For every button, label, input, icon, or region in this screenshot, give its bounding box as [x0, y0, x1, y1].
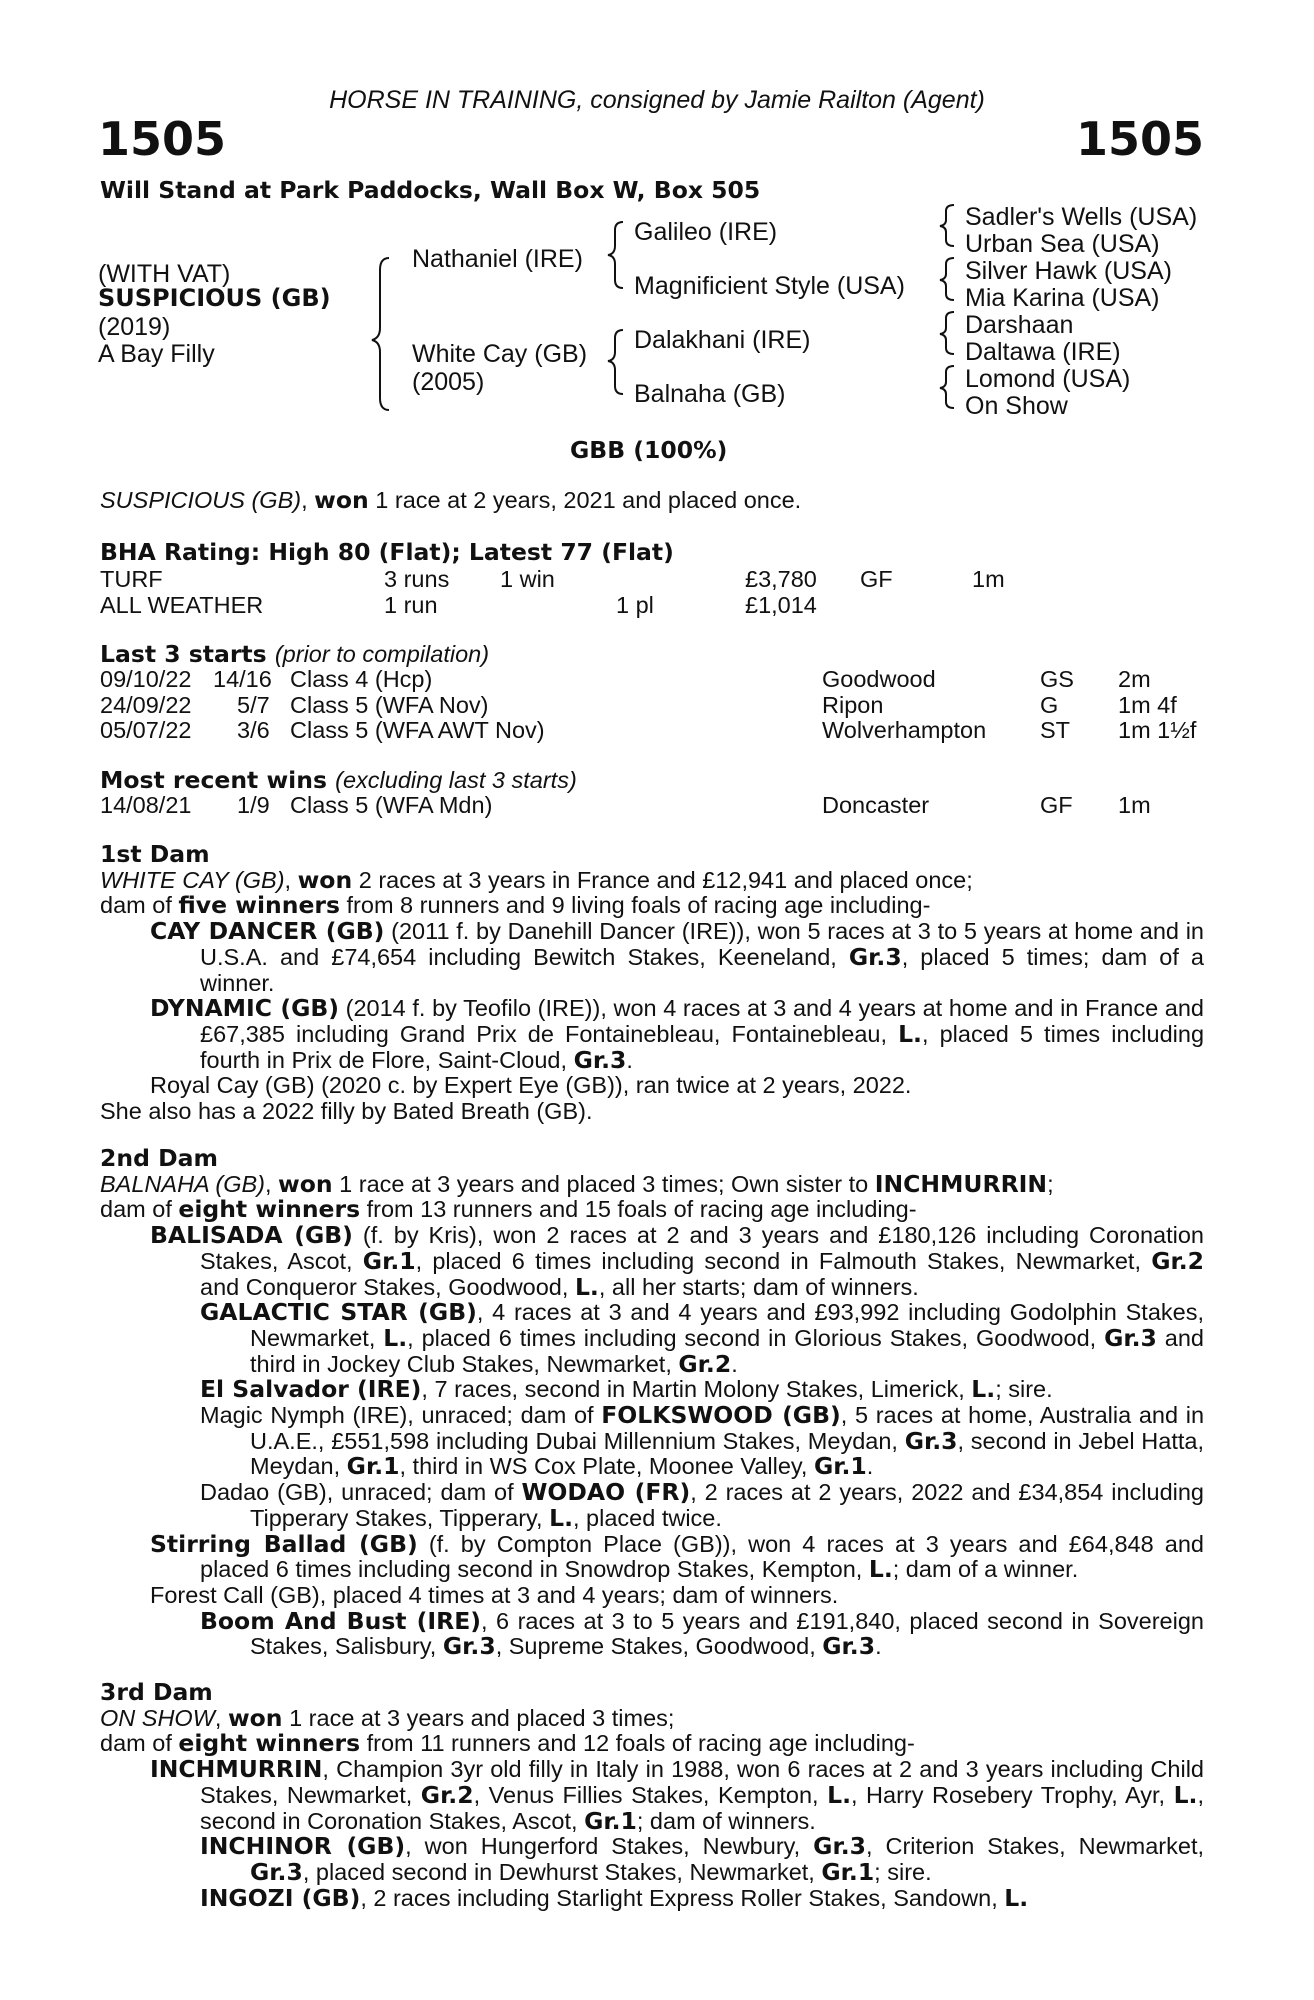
first-dam-section [100, 842, 1204, 1125]
horse-name: SUSPICIOUS (GB) [98, 284, 331, 312]
mag-t5: . [866, 1453, 874, 1480]
mag-g1: Gr.3 [904, 1426, 958, 1455]
boo-t1: , 6 races at 3 to 5 years and £191,840, placed second in Sovereign Stakes, Salisbury, [250, 1607, 1204, 1660]
win-position: 1/9 [237, 792, 270, 818]
progeny-el-salvador [100, 1377, 1204, 1403]
bha-turf-row [100, 566, 1204, 592]
galactic-star-name: GALACTIC STAR (GB) [200, 1298, 477, 1327]
second-dam-name: BALNAHA (GB) [100, 1170, 265, 1197]
cay-dancer-grade: Gr.3 [848, 942, 902, 971]
bha-turf-going: GF [860, 566, 893, 592]
first-dam-line1: WHITE CAY (GB), won 2 races at 3 years in France and £12,941 and placed once; [100, 865, 973, 894]
start-position: 3/6 [237, 717, 270, 744]
first-dam-name: WHITE CAY (GB) [100, 866, 285, 893]
inr-g2: Gr.3 [250, 1857, 303, 1886]
galactic-g2: Gr.3 [1104, 1323, 1157, 1352]
progeny-balisada [100, 1223, 1204, 1300]
bha-section [100, 538, 1204, 617]
first-dam-title: 1st Dam [100, 840, 210, 868]
progeny-inchinor [100, 1834, 1204, 1885]
third-dam-l1-rest: 1 race at 3 years and placed 3 times; [282, 1704, 675, 1731]
dam-dam-sire: Lomond (USA) [965, 365, 1131, 393]
gbb-rating: GBB (100%) [570, 436, 728, 464]
start-date: 09/10/22 [100, 666, 192, 692]
third-dam-l2-rest: from 11 runners and 12 foals of racing age including- [360, 1730, 915, 1757]
inc-g1: Gr.2 [420, 1780, 474, 1809]
third-dam-section [100, 1680, 1204, 1911]
start-position: 5/7 [237, 691, 270, 718]
boo-g1: Gr.3 [442, 1632, 496, 1661]
inc-t3: , Harry Rosebery Trophy, Ayr, [851, 1781, 1174, 1808]
start-class: Class 5 (WFA AWT Nov) [290, 717, 545, 744]
start-class: Class 5 (WFA Nov) [290, 691, 489, 718]
dam-dam: Balnaha (GB) [634, 380, 786, 408]
last3-row [100, 692, 1204, 718]
inchinor-name: INCHINOR (GB) [200, 1832, 406, 1861]
first-dam-also: She also has a 2022 filly by Bated Breath (GB). [100, 1098, 593, 1125]
balisada-t1: (f. by Kris), won 2 races at 2 and 3 years and £180,126 including Coronation Stakes, Ascot, [200, 1222, 1204, 1274]
start-position: 14/16 [213, 666, 272, 692]
dam-dam-dam: On Show [965, 392, 1068, 420]
first-dam-line2 [100, 893, 1204, 919]
lot-number-left: 1505 [98, 112, 227, 166]
summary-line [100, 486, 801, 514]
sire-dam-dam: Mia Karina (USA) [965, 284, 1160, 312]
start-distance: 1m 1½f [1118, 717, 1197, 744]
dam-year: (2005) [412, 368, 485, 396]
second-dam-l2-rest: from 13 runners and 15 foals of racing age including- [360, 1196, 917, 1223]
second-dam-l2a: dam of [100, 1196, 179, 1223]
second-dam-section [100, 1146, 1204, 1660]
start-going: G [1040, 691, 1059, 718]
cay-dancer-t1: (2011 f. by Danehill Dancer (IRE)), won 5 races at 3 to 5 years at home and in U.S.A. and £74,654 including Bewitch Stakes, Keeneland, [200, 918, 1205, 970]
dynamic-t2: , placed 5 times including fourth in Prix de Flore, Saint-Cloud, [200, 1020, 1205, 1073]
galactic-t2: , placed 6 times including second in Glorious Stakes, Goodwood, [407, 1324, 1105, 1351]
sire-sire-dam: Urban Sea (USA) [965, 230, 1160, 258]
consignment-line: HORSE IN TRAINING, consigned by Jamie Railton (Agent) [329, 86, 985, 114]
progeny-dynamic [100, 996, 1204, 1073]
mag-g3: Gr.1 [813, 1452, 867, 1481]
boom-and-bust-name: Boom And Bust (IRE) [200, 1606, 482, 1635]
second-dam-sister: INCHMURRIN [874, 1169, 1048, 1198]
progeny-magic-nymph [100, 1403, 1204, 1480]
inc-g4: Gr.1 [584, 1806, 637, 1835]
els-t2: ; sire. [995, 1376, 1053, 1403]
horse-description: A Bay Filly [98, 340, 215, 368]
inr-t4: ; sire. [874, 1858, 932, 1885]
els-t1: , 7 races, second in Martin Molony Stakes, Limerick, [421, 1376, 972, 1403]
dynamic-name: DYNAMIC (GB) [150, 994, 340, 1023]
win-course: Doncaster [822, 792, 930, 818]
inr-g3: Gr.1 [821, 1857, 875, 1886]
last3-title-text: Last 3 starts [100, 640, 267, 668]
balisada-t2: , placed 6 times including second in Falmouth Stakes, Newmarket, [415, 1247, 1152, 1274]
mag-t2: , 5 races at home, Australia and in U.A.E., £551,598 including Dubai Millennium Stakes, Meydan, [250, 1402, 1205, 1454]
first-dam-l2-rest: from 8 runners and 9 living foals of racing age including- [339, 892, 931, 919]
summary-rest: 1 race at 2 years, 2021 and placed once. [368, 487, 802, 513]
horse-year: (2019) [98, 313, 171, 341]
dam-sire-sire: Darshaan [965, 311, 1074, 339]
start-distance: 2m [1118, 666, 1151, 692]
third-dam-name: ON SHOW [100, 1704, 215, 1731]
sire-dam: Magnificient Style (USA) [634, 272, 905, 300]
second-dam-line1: BALNAHA (GB), won 1 race at 3 years and placed 3 times; Own sister to INCHMURRIN; [100, 1169, 1054, 1198]
win-distance: 1m [1118, 792, 1151, 818]
dad-t1: Dadao (GB), unraced; dam of [200, 1479, 522, 1506]
third-dam-title: 3rd Dam [100, 1678, 213, 1706]
bha-turf-label: TURF [100, 566, 163, 592]
start-course: Wolverhampton [822, 717, 987, 744]
summary-won: won [314, 486, 369, 514]
summary-horse-name: SUSPICIOUS (GB) [100, 487, 302, 513]
galactic-g3: Gr.2 [678, 1349, 732, 1378]
progeny-cay-dancer [100, 919, 1204, 996]
progeny-stirring-ballad [100, 1529, 1204, 1584]
dad-g1: L. [549, 1503, 573, 1532]
ingozi-name: INGOZI (GB) [200, 1883, 361, 1912]
stirring-ballad-name: Stirring Ballad (GB) [150, 1529, 418, 1558]
win-going: GF [1040, 792, 1073, 818]
inc-t2: , Venus Fillies Stakes, Kempton, [473, 1781, 828, 1808]
inc-t5: ; dam of winners. [636, 1807, 816, 1834]
progeny-ingozi [100, 1883, 1204, 1912]
mag-t4: , third in WS Cox Plate, Moonee Valley, [399, 1453, 814, 1480]
win-date: 14/08/21 [100, 792, 192, 818]
last3-section [100, 640, 1204, 743]
start-going: ST [1040, 717, 1071, 744]
sire-dam-sire: Silver Hawk (USA) [965, 257, 1172, 285]
last3-title [100, 640, 1204, 666]
second-dam-title: 2nd Dam [100, 1144, 218, 1172]
progeny-dadao [100, 1480, 1204, 1531]
bha-turf-distance: 1m [972, 566, 1005, 592]
first-dam-l2a: dam of [100, 892, 179, 919]
inc-g3: L. [1173, 1780, 1198, 1809]
dam: White Cay (GB) [412, 340, 588, 368]
progeny-boom-and-bust [100, 1606, 1204, 1661]
sire-sire: Galileo (IRE) [634, 218, 778, 246]
first-dam-line1-rest: 2 races at 3 years in France and £12,941 and placed once; [352, 866, 973, 893]
third-dam-won: won [227, 1703, 283, 1732]
galactic-t1: , 4 races at 3 and 4 years and £93,992 including Godolphin Stakes, Newmarket, [250, 1299, 1204, 1351]
last3-note: (prior to compilation) [274, 641, 490, 667]
second-dam-l1-end: ; [1047, 1170, 1054, 1197]
balisada-name: BALISADA (GB) [150, 1221, 353, 1250]
lot-number-right: 1505 [1075, 112, 1204, 166]
recent-note: (excluding last 3 starts) [335, 767, 577, 793]
dynamic-t3: . [626, 1046, 633, 1073]
sire-sire-sire: Sadler's Wells (USA) [965, 203, 1198, 231]
third-dam-line2 [100, 1731, 1204, 1757]
mag-t1: Magic Nymph (IRE), unraced; dam of [200, 1402, 602, 1429]
progeny-forest-call: Forest Call (GB), placed 4 times at 3 and 4 years; dam of winners. [150, 1581, 839, 1608]
progeny-royal-cay: Royal Cay (GB) (2020 c. by Expert Eye (GB)), ran twice at 2 years, 2022. [150, 1072, 912, 1099]
inc-t1: , Champion 3yr old filly in Italy in 1988, won 6 races at 2 and 3 years including Child Stakes, Newmarket, [200, 1756, 1204, 1808]
ing-t1: , 2 races including Starlight Express Roller Stakes, Sandown, [360, 1884, 1005, 1911]
progeny-galactic-star [100, 1300, 1204, 1377]
el-salvador-name: El Salvador (IRE) [200, 1375, 422, 1404]
second-dam-l1-rest: 1 race at 3 years and placed 3 times; Own sister to [332, 1170, 875, 1197]
bha-aw-placed: 1 pl [616, 591, 654, 618]
balisada-t3: and Conqueror Stakes, Goodwood, [200, 1273, 575, 1300]
dad-t2: , 2 races at 2 years, 2022 and £34,854 including Tipperary Stakes, Tipperary, [250, 1479, 1205, 1531]
inc-t4: , second in Coronation Stakes, Ascot, [200, 1781, 1204, 1834]
recent-title-text: Most recent wins [100, 766, 327, 794]
bha-turf-money: £3,780 [745, 566, 817, 592]
mag-t3: , second in Jebel Hatta, Meydan, [250, 1427, 1204, 1480]
third-dam-l2a: dam of [100, 1730, 179, 1757]
second-dam-line2 [100, 1197, 1204, 1223]
second-dam-won: won [278, 1169, 333, 1198]
wodao-name: WODAO (FR) [521, 1478, 691, 1507]
start-distance: 1m 4f [1118, 691, 1177, 718]
mag-g2: Gr.1 [346, 1452, 400, 1481]
last3-row [100, 666, 1204, 692]
vat-note: (WITH VAT) [98, 260, 231, 288]
start-going: GS [1040, 666, 1074, 692]
inr-t3: , placed second in Dewhurst Stakes, Newmarket, [302, 1858, 822, 1885]
start-class: Class 4 (Hcp) [290, 666, 433, 692]
third-dam-winners: eight winners [178, 1729, 361, 1758]
cay-dancer-t2: , placed 5 times; dam of a winner. [200, 943, 1204, 996]
galactic-t3: and third in Jockey Club Stakes, Newmarket, [250, 1324, 1204, 1377]
dynamic-g2: Gr.3 [573, 1045, 627, 1074]
balisada-g1: Gr.1 [362, 1246, 416, 1275]
recent-wins-section [100, 766, 1204, 818]
stand-location: Will Stand at Park Paddocks, Wall Box W, Box 505 [100, 176, 761, 204]
sti-g1: L. [868, 1555, 893, 1584]
inc-g2: L. [827, 1780, 851, 1809]
dad-t3: , placed twice. [573, 1504, 722, 1531]
start-course: Goodwood [822, 666, 936, 692]
inr-t2: , Criterion Stakes, Newmarket, [865, 1833, 1205, 1860]
folkswood-name: FOLKSWOOD (GB) [601, 1401, 841, 1430]
bha-title: BHA Rating: High 80 (Flat); Latest 77 (Flat) [100, 538, 674, 566]
last3-row [100, 717, 1204, 743]
boo-t3: . [875, 1633, 882, 1660]
third-dam-line1: ON SHOW, won 1 race at 3 years and placed 3 times; [100, 1703, 675, 1732]
start-date: 24/09/22 [100, 691, 192, 718]
sti-t2: ; dam of a winner. [892, 1556, 1079, 1583]
balisada-g3: L. [574, 1272, 599, 1301]
second-dam-winners: eight winners [178, 1195, 361, 1224]
galactic-g1: L. [383, 1323, 408, 1352]
dam-sire-dam: Daltawa (IRE) [965, 338, 1121, 366]
recent-row [100, 792, 1204, 818]
bha-turf-runs: 3 runs [384, 566, 450, 592]
bha-turf-wins: 1 win [500, 566, 555, 592]
inr-t1: , won Hungerford Stakes, Newbury, [405, 1833, 814, 1860]
boo-t2: , Supreme Stakes, Goodwood, [495, 1633, 823, 1660]
bha-aw-row [100, 592, 1204, 618]
first-dam-winners: five winners [178, 891, 340, 920]
win-class: Class 5 (WFA Mdn) [290, 792, 493, 818]
summary-comma: , [301, 487, 308, 513]
inr-g1: Gr.3 [813, 1832, 866, 1861]
progeny-inchmurrin [100, 1757, 1204, 1834]
boo-g2: Gr.3 [822, 1632, 876, 1661]
bha-aw-runs: 1 run [384, 591, 438, 618]
dynamic-g1: L. [898, 1019, 922, 1048]
bha-aw-money: £1,014 [745, 591, 817, 618]
galactic-t4: . [731, 1350, 738, 1377]
cay-dancer-name: CAY DANCER (GB) [150, 917, 385, 946]
recent-title [100, 766, 1204, 792]
balisada-g2: Gr.2 [1151, 1246, 1204, 1275]
sti-t1: (f. by Compton Place (GB)), won 4 races at 3 years and £64,848 and placed 6 times including second in Snowdrop Stakes, Kempton, [200, 1530, 1204, 1583]
first-dam-won: won [297, 865, 353, 894]
inchmurrin-name: INCHMURRIN [150, 1755, 323, 1784]
bha-aw-label: ALL WEATHER [100, 591, 264, 618]
ing-g1: L. [1004, 1883, 1029, 1912]
dynamic-t1: (2014 f. by Teofilo (IRE)), won 4 races at 3 and 4 years at home and in France and £67,385 including Grand Prix de Fontainebleau, Fontainebleau, [200, 995, 1204, 1047]
balisada-t4: , all her starts; dam of winners. [598, 1273, 919, 1300]
start-date: 05/07/22 [100, 717, 192, 744]
dam-sire: Dalakhani (IRE) [634, 326, 811, 354]
start-course: Ripon [822, 691, 884, 718]
sire: Nathaniel (IRE) [412, 245, 583, 273]
els-g1: L. [971, 1375, 996, 1404]
